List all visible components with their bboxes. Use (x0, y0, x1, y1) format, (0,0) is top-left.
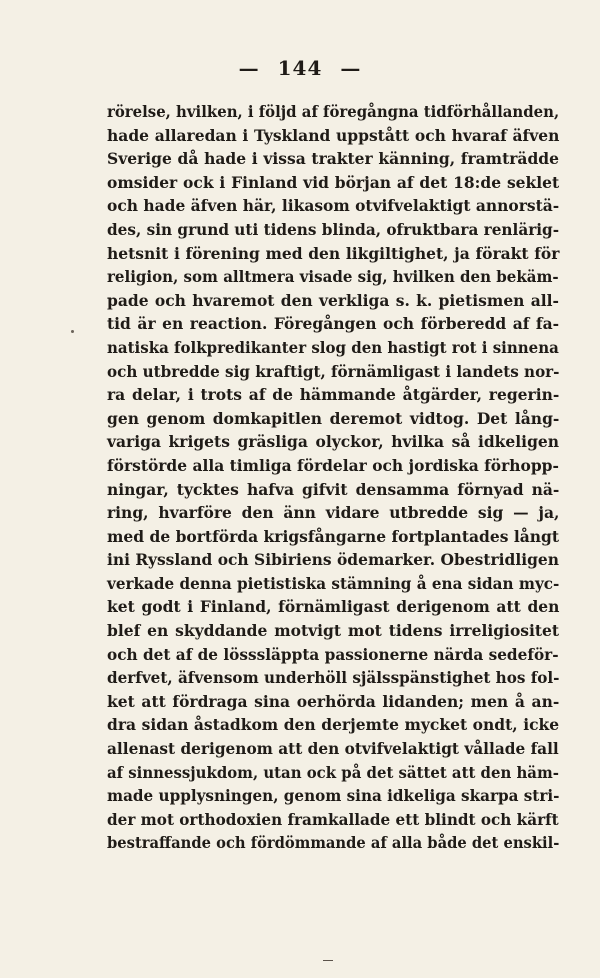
text-line: och det af de lösssläppta passionerne närda sedeför- (107, 644, 559, 664)
text-line: religion, som alltmera visade sig, hvilken den bekäm- (107, 267, 559, 287)
footer-mark (323, 960, 333, 961)
text-line: natiska folkpredikanter slog den hastigt rot i sinnena (107, 337, 559, 357)
text-line: ring, hvarföre den änn vidare utbredde sig — ja, (107, 503, 560, 523)
text-line: förstörde alla timliga fördelar och jordiska förhopp- (107, 455, 559, 475)
text-line: ket godt i Finland, förnämligast derigenom att den (107, 597, 560, 617)
text-line: tid är en reaction. Föregången och förberedd af fa- (107, 314, 560, 334)
text-line: ini Ryssland och Sibiriens ödemarker. Obestridligen (107, 550, 560, 570)
text-line: med de bortförda krigsfångarne fortplantades långt (107, 526, 560, 546)
text-line: des, sin grund uti tidens blinda, ofruktbara renlärig- (107, 219, 560, 239)
text-line: hade allaredan i Tyskland uppstått och hvaraf äfven (107, 125, 560, 145)
text-line: der mot orthodoxien framkallade ett blindt och kärft (107, 809, 559, 829)
text-line: verkade denna pietistiska stämning å ena sidan myc- (107, 573, 560, 593)
text-line: Sverige då hade i vissa trakter känning, framträdde (107, 149, 559, 169)
text-line: ra delar, i trots af de hämmande åtgärder, regerin- (107, 385, 560, 405)
text-line: made upplysningen, genom sina idkeliga skarpa stri- (107, 786, 560, 806)
text-line: af sinnessjukdom, utan ock på det sättet att den häm- (107, 762, 559, 782)
text-line: rörelse, hvilken, i följd af föregångna tidförhållanden, (107, 102, 560, 121)
text-line: blef en skyddande motvigt mot tidens irreligiositet (107, 621, 560, 641)
text-line: pade och hvaremot den verkliga s. k. pietismen all- (107, 290, 559, 310)
text-line: variga krigets gräsliga olyckor, hvilka så idkeligen (107, 432, 560, 452)
margin-speck (71, 330, 74, 333)
text-line: dra sidan åstadkom den derjemte mycket ondt, icke (107, 715, 560, 735)
text-line: ket att fördraga sina oerhörda lidanden; men å an- (107, 691, 560, 711)
text-line: ningar, tycktes hafva gifvit densamma förnyad nä- (107, 479, 560, 499)
page-number-header: — 144 — (238, 56, 362, 80)
text-line: omsider ock i Finland vid början af det 18:de seklet (107, 172, 560, 192)
text-line: och hade äfven här, likasom otvifvelaktigt annorstä- (107, 196, 560, 216)
text-line: och utbredde sig kraftigt, förnämligast i landets nor- (107, 361, 560, 381)
text-line: derfvet, äfvensom underhöll själsspänstighet hos fol- (107, 668, 560, 688)
text-line: hetsnit i förening med den likgiltighet, ja förakt för (107, 243, 560, 263)
text-line: gen genom domkapitlen deremot vidtog. Det lång- (107, 408, 560, 428)
text-line: allenast derigenom att den otvifvelaktigt vållade fall (107, 739, 559, 759)
text-line: bestraffande och fördömmande af alla både det enskil- (107, 833, 560, 853)
body-text (107, 100, 559, 855)
